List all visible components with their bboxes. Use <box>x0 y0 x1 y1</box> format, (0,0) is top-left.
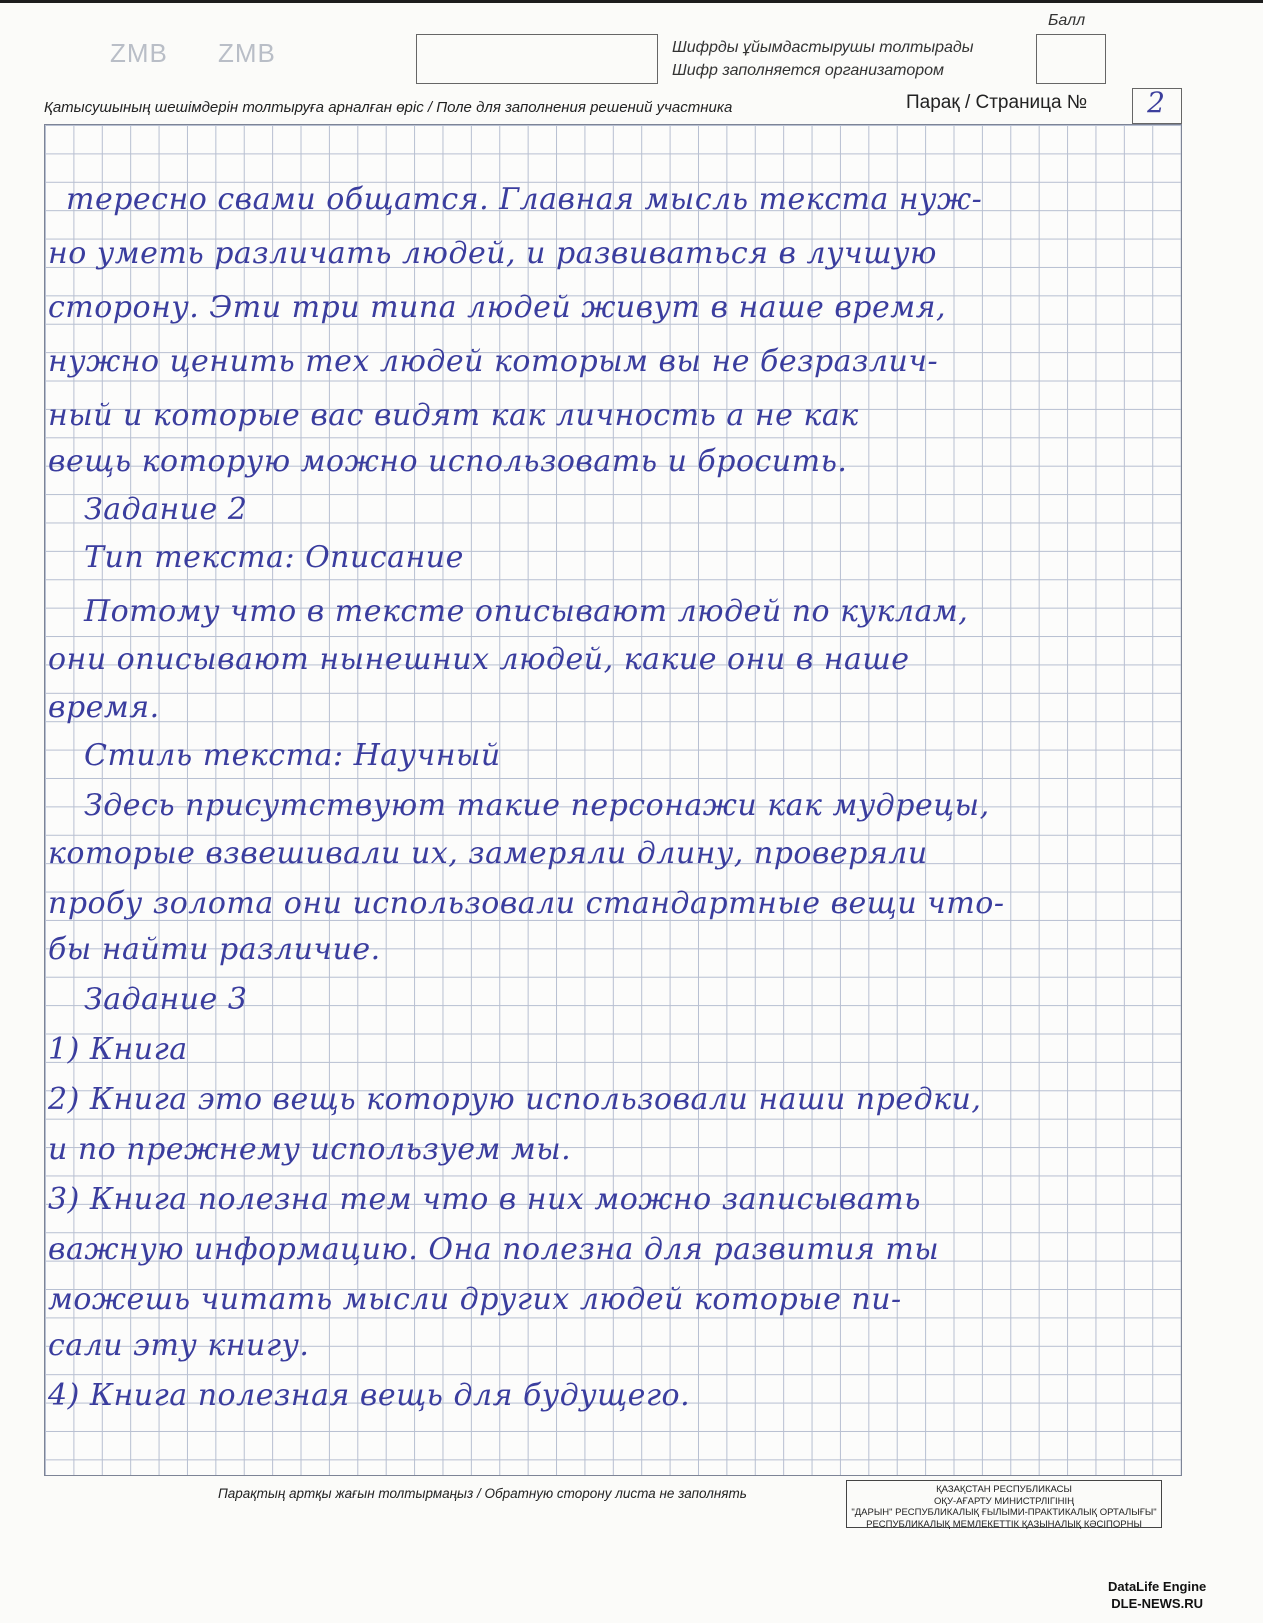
task-heading: Задание 3 <box>84 982 248 1017</box>
hand-line: 2) Книга это вещь которую использовали наши предки, <box>48 1082 982 1117</box>
cipher-note-kazakh: Шифрды ұйымдастырушы толтырады <box>672 39 974 56</box>
hand-line: пробу золота они использовали стандартные вещи что- <box>48 886 1005 921</box>
score-box <box>1036 34 1106 84</box>
brand-site: DLE-NEWS.RU <box>1111 1596 1203 1611</box>
hand-line: ный и которые вас видят как личность а не как <box>48 398 859 433</box>
hand-line: время. <box>48 690 160 725</box>
hand-line: важную информацию. Она полезна для развития ты <box>48 1232 940 1267</box>
hand-line: тересно свами общатся. Главная мысль текста нуж- <box>66 182 983 217</box>
watermark-left: ZMB <box>110 38 168 68</box>
handwritten-answer <box>44 124 1180 1474</box>
page-number: 2 <box>1147 86 1165 119</box>
hand-line: 3) Книга полезна тем что в них можно записывать <box>48 1182 921 1217</box>
hand-line: Стиль текста: Научный <box>84 738 501 773</box>
stamp-line: РЕСПУБЛИКАЛЫҚ МЕМЛЕКЕТТІК ҚАЗЫНАЛЫҚ КӘСІПОРНЫ <box>866 1518 1142 1530</box>
hand-line: 1) Книга <box>48 1032 188 1067</box>
task-heading: Задание 2 <box>84 492 248 527</box>
hand-line: Потому что в тексте описывают людей по куклам, <box>84 594 969 629</box>
hand-line: Тип текста: Описание <box>84 540 464 575</box>
field-caption: Қатысушының шешімдерін толтыруға арналған өріс / Поле для заполнения решений участника <box>44 99 733 116</box>
hand-line: можешь читать мысли других людей которые пи- <box>48 1282 902 1317</box>
footer-note: Парақтың артқы жағын толтырмаңыз / Обратную сторону листа не заполнять <box>218 1486 747 1501</box>
cipher-note <box>672 36 974 82</box>
hand-line: вещь которую можно использовать и бросить. <box>48 444 848 479</box>
site-watermark <box>1108 1578 1206 1612</box>
brand-name: DataLife Engine <box>1108 1579 1207 1594</box>
hand-line: Здесь присутствуют такие персонажи как мудрецы, <box>84 788 990 823</box>
top-edge <box>0 0 1263 3</box>
organization-stamp <box>846 1480 1162 1528</box>
hand-line: и по прежнему используем мы. <box>48 1132 572 1167</box>
hand-line: сторону. Эти три типа людей живут в наше время, <box>48 290 947 325</box>
hand-line: 4) Книга полезная вещь для будущего. <box>48 1378 691 1413</box>
hand-line: нужно ценить тех людей которым вы не безразлич- <box>48 344 939 379</box>
hand-line: которые взвешивали их, замеряли длину, проверяли <box>48 836 928 871</box>
stamp-line: ОҚУ-АҒАРТУ МИНИСТРЛІГІНІҢ <box>934 1495 1074 1507</box>
score-label: Балл <box>1048 12 1086 29</box>
cipher-box <box>416 34 658 84</box>
page-label: Парақ / Страница № <box>906 92 1088 113</box>
watermark-right: ZMB <box>218 38 276 68</box>
stamp-line: "ДАРЫН" РЕСПУБЛИКАЛЫҚ ҒЫЛЫМИ-ПРАКТИКАЛЫҚ ОРТАЛЫҒЫ" <box>851 1507 1157 1518</box>
hand-line: бы найти различие. <box>48 932 381 967</box>
hand-line: сали эту книгу. <box>48 1328 310 1363</box>
hand-line: но уметь различать людей, и развиваться в лучшую <box>48 236 937 271</box>
stamp-line: ҚАЗАҚСТАН РЕСПУБЛИКАСЫ <box>936 1484 1072 1495</box>
hand-line: они описывают нынешних людей, какие они в наше <box>48 642 910 677</box>
cipher-note-russian: Шифр заполняется организатором <box>672 62 944 79</box>
